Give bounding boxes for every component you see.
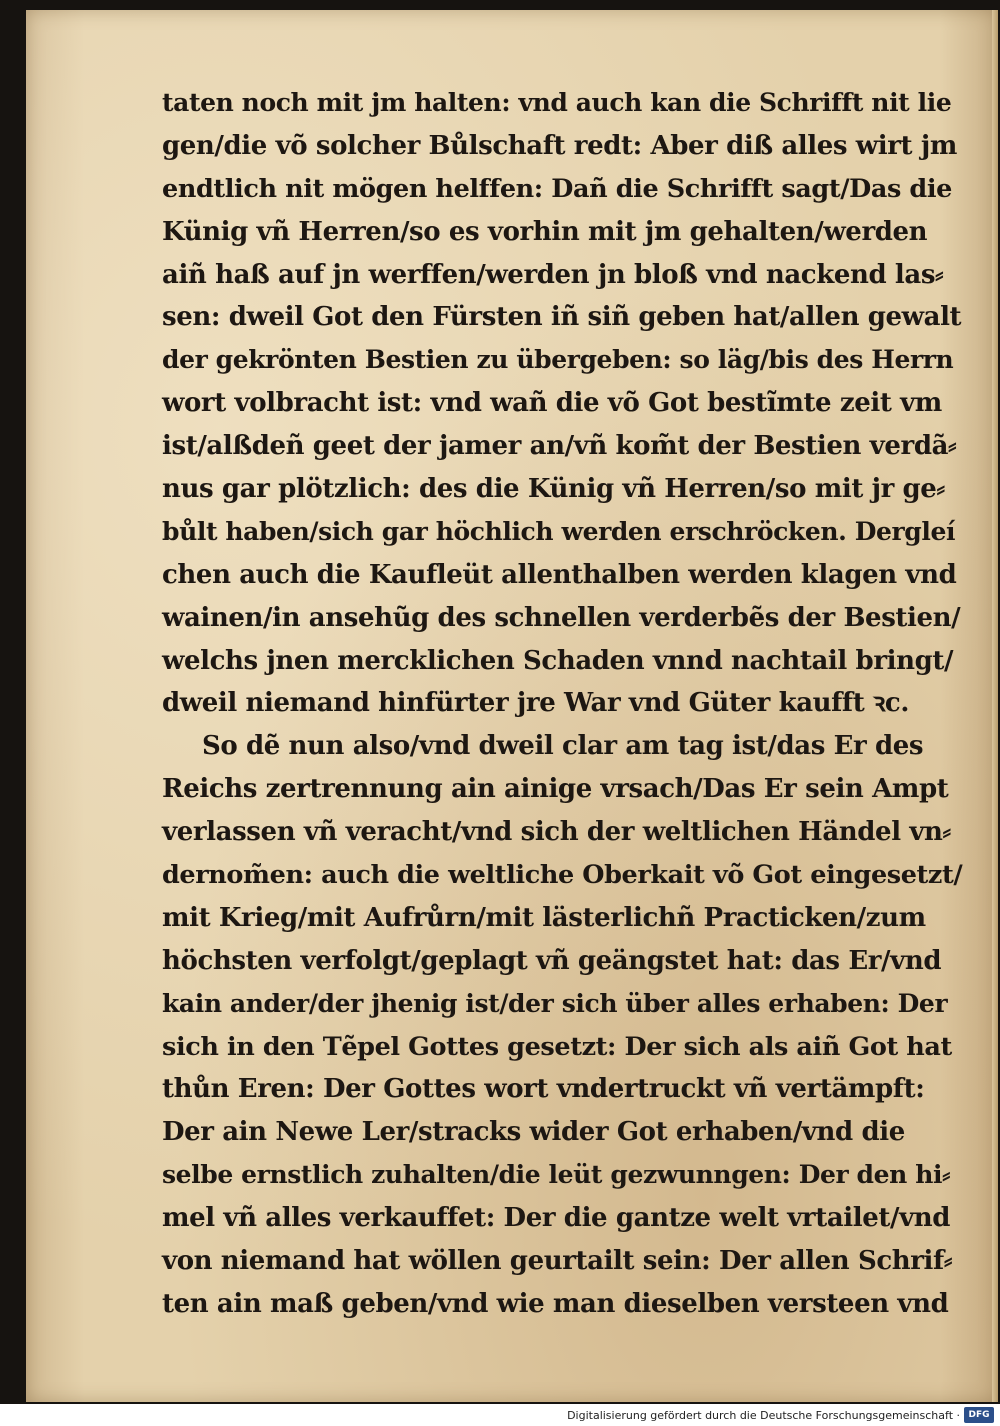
- text-line: mel vñ alles verkauffet: Der die gantze welt vrtailet/vnd: [162, 1203, 951, 1234]
- page-edge: [992, 10, 998, 1402]
- text-line: Reichs zertrennung ain ainige vrsach/Das Er sein Ampt: [162, 774, 949, 805]
- text-line: verlassen vñ veracht/vnd sich der weltlichen Händel vn⸗: [162, 817, 951, 848]
- text-line: ten ain maß geben/vnd wie man dieselben versteen vnd: [162, 1288, 949, 1319]
- text-line: thůn Eren: Der Gottes wort vndertruckt vñ vertämpft:: [162, 1074, 925, 1105]
- text-line: kain ander/der jhenig ist/der sich über alles erhaben: Der: [162, 988, 948, 1018]
- text-line: ist/alßdeñ geet der jamer an/vñ kom̃t der Bestien verdã⸗: [162, 431, 957, 462]
- text-line: selbe ernstlich zuhalten/die leüt gezwunngen: Der den hi⸗: [162, 1160, 951, 1190]
- text-line: dernom̃en: auch die weltliche Oberkait võ Got eingesetzt/: [162, 860, 963, 891]
- text-line: dweil niemand hinfürter jre War vnd Güter kaufft ꝛc.: [162, 688, 909, 719]
- text-line: aiñ haß auf jn werffen/werden jn bloß vnd nackend las⸗: [162, 259, 944, 290]
- text-line: endtlich nit mögen helffen: Dañ die Schrifft sagt/Das die: [162, 173, 952, 204]
- text-line: chen auch die Kaufleüt allenthalben werden klagen vnd: [162, 559, 957, 590]
- text-line: taten noch mit jm halten: vnd auch kan die Schrifft nit lie: [162, 88, 952, 117]
- text-line: wort volbracht ist: vnd wañ die võ Got bestĩmte zeit vm: [162, 388, 942, 419]
- text-line: nus gar plötzlich: des die Künig vñ Herren/so mit jr ge⸗: [162, 474, 945, 505]
- text-line: welchs jnen mercklichen Schaden vnnd nachtail bringt/: [162, 645, 954, 676]
- book-page: [26, 10, 998, 1402]
- text-line: von niemand hat wöllen geurtailt sein: Der allen Schrif⸗: [162, 1246, 953, 1277]
- text-line: der gekrönten Bestien zu übergeben: so läg/bis des Herrn: [162, 345, 954, 375]
- text-line: Künig vñ Herren/so es vorhin mit jm gehalten/werden: [162, 216, 928, 247]
- text-line: sen: dweil Got den Fürsten iñ siñ geben hat/allen gewalt: [162, 302, 962, 333]
- text-line: bůlt haben/sich gar höchlich werden erschröcken. Dergleí: [162, 516, 956, 546]
- text-line: gen/die võ solcher Bůlschaft redt: Aber diß alles wirt jm: [162, 130, 957, 161]
- text-block: [162, 82, 962, 1326]
- text-line: Der ain Newe Ler/stracks wider Got erhaben/vnd die: [162, 1117, 905, 1148]
- text-line: mit Krieg/mit Aufrůrn/mit lästerlichñ Practicken/zum: [162, 902, 926, 933]
- text-line: sich in den Tẽpel Gottes gesetzt: Der sich als aiñ Got hat: [162, 1031, 952, 1062]
- funding-credit: Digitalisierung gefördert durch die Deutsche Forschungsgemeinschaft ·: [567, 1409, 960, 1422]
- paragraph-start-line: So dẽ nun also/vnd dweil clar am tag ist/das Er des: [202, 731, 924, 762]
- text-line: wainen/in ansehũg des schnellen verderbẽs der Bestien/: [162, 602, 961, 633]
- dfg-logo: DFG: [964, 1407, 994, 1423]
- text-line: höchsten verfolgt/geplagt vñ geängstet hat: das Er/vnd: [162, 945, 942, 976]
